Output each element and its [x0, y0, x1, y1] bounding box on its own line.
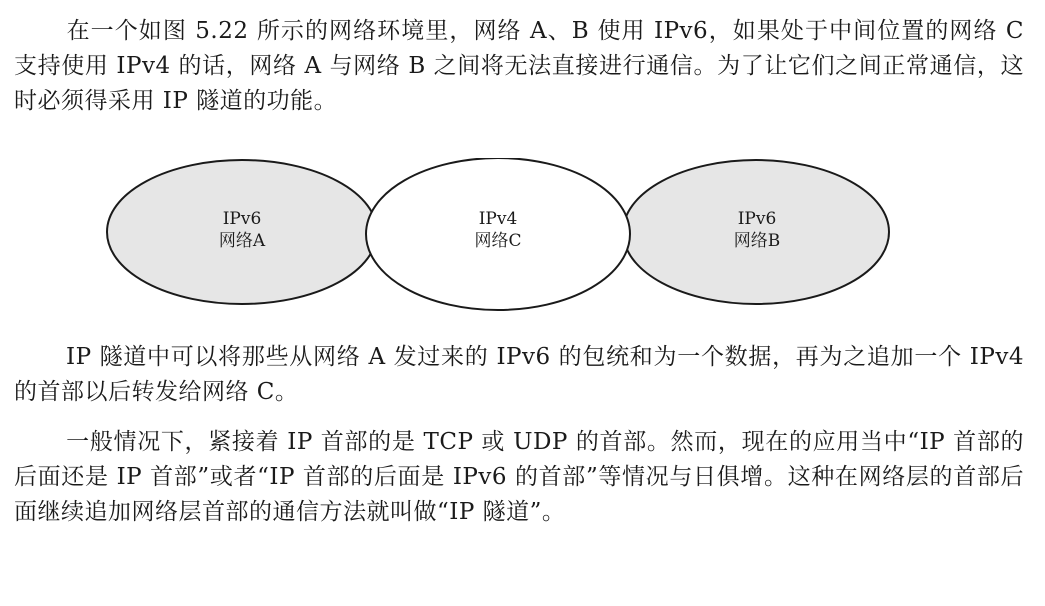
paragraph-intro-text: 在一个如图 5.22 所示的网络环境里，网络 A、B 使用 IPv6，如果处于中间位置的网络 C 支持使用 IPv4 的话，网络 A 与网络 B 之间将无法直接进行通信。为了让它们之间正常通信，这时必须得采用 IP 隧道的功能。 [14, 18, 1024, 114]
network-b-label [697, 208, 817, 252]
paragraph-ip-tunnel [14, 340, 1024, 410]
network-a-name: 网络A [218, 231, 266, 251]
network-a-protocol: IPv6 [222, 209, 262, 229]
network-diagram [100, 158, 900, 318]
network-c-protocol: IPv4 [478, 209, 518, 229]
paragraph-ip-tunnel-text: IP 隧道中可以将那些从网络 A 发过来的 IPv6 的包统和为一个数据，再为之追加一个 IPv4 的首部以后转发给网络 C。 [14, 344, 1024, 405]
network-b-name: 网络B [733, 231, 781, 251]
network-b-protocol: IPv6 [737, 209, 777, 229]
network-c-name: 网络C [474, 231, 522, 251]
paragraph-headers [14, 425, 1024, 530]
network-c-label [438, 208, 558, 252]
paragraph-intro [14, 14, 1024, 119]
paragraph-headers-text: 一般情况下，紧接着 IP 首部的是 TCP 或 UDP 的首部。然而，现在的应用当中“IP 首部的后面还是 IP 首部”或者“IP 首部的后面是 IPv6 的首部”等情况与日俱增。这种在网络层的首部后面继续追加网络层首部的通信方法就叫做“IP 隧道”。 [14, 429, 1024, 525]
network-a-label [182, 208, 302, 252]
